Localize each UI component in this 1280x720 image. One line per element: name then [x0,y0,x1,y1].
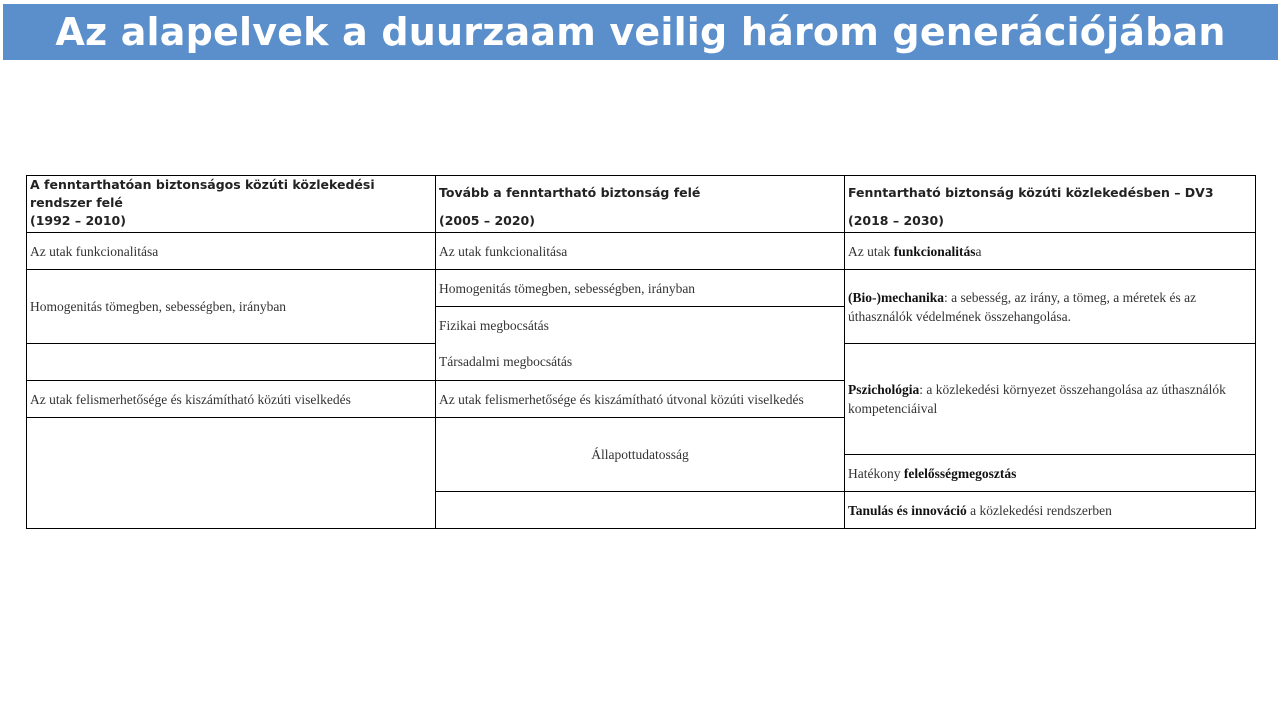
title-bar [3,4,1278,60]
slide-title: Az alapelvek a duurzaam veilig három generációjában [55,10,1226,54]
header-gen2-title: Tovább a fenntartható biztonság felé [439,185,701,200]
header-gen3-title: Fenntartható biztonság közúti közlekedésben – DV3 [848,185,1214,200]
header-gen3-years: (2018 – 2030) [848,213,944,228]
cell-gen1-empty [27,344,436,381]
cell-gen1-empty-bottom [27,418,436,529]
cell-gen2-functionality: Az utak funkcionalitása [436,233,845,270]
gen3-functionality-bold: funkcionalitás [893,243,976,259]
cell-gen3-psychology [845,344,1256,455]
header-gen1-years: (1992 – 2010) [30,213,126,228]
table-row [27,233,1256,270]
cell-gen3-learning [845,492,1256,529]
gen3-biomechanics-bold: (Bio-)mechanika [848,289,944,305]
header-gen1-title: A fenntarthatóan biztonságos közúti közlekedési rendszer felé [30,177,375,210]
gen3-functionality-post: a [975,243,982,259]
header-gen3 [845,176,1256,233]
cell-gen3-biomechanics [845,270,1256,344]
table-header-row [27,176,1256,233]
header-gen2 [436,176,845,233]
cell-gen1-homogenization: Homogenitás tömegben, sebességben, irányban [27,270,436,344]
cell-gen2-physical-forgiveness: Fizikai megbocsátás [436,307,845,344]
principles-table [26,175,1256,529]
gen3-psychology-bold: Pszichológia [848,382,920,397]
gen3-responsibility-bold: felelősségmegosztás [903,465,1017,481]
cell-gen2-empty [436,492,845,529]
cell-gen1-predictability: Az utak felismerhetősége és kiszámítható közúti viselkedés [27,381,436,418]
gen3-responsibility-pre: Hatékony [848,465,904,481]
cell-gen2-state-awareness: Állapottudatosság [436,418,845,492]
cell-gen1-functionality: Az utak funkcionalitása [27,233,436,270]
cell-gen3-responsibility [845,455,1256,492]
header-gen1 [27,176,436,233]
cell-gen3-functionality [845,233,1256,270]
cell-gen2-homogenization: Homogenitás tömegben, sebességben, irányban [436,270,845,307]
gen3-learning-text: a közlekedési rendszerben [966,502,1112,518]
gen3-psychology-text: : a közlekedési környezet összehangolása az úthasználók kompetenciáival [848,382,1226,416]
gen3-learning-bold: Tanulás és innováció [848,502,967,518]
cell-gen2-social-forgiveness: Társadalmi megbocsátás [436,344,845,381]
header-gen2-years: (2005 – 2020) [439,213,535,228]
gen3-biomechanics-text: : a sebesség, az irány, a tömeg, a méretek és az úthasználók védelmének összehangolása. [848,289,1197,324]
cell-gen2-predictability: Az utak felismerhetősége és kiszámítható útvonal közúti viselkedés [436,381,845,418]
gen3-functionality-pre: Az utak [848,243,894,259]
table-row [27,270,1256,307]
table-row [27,344,1256,381]
